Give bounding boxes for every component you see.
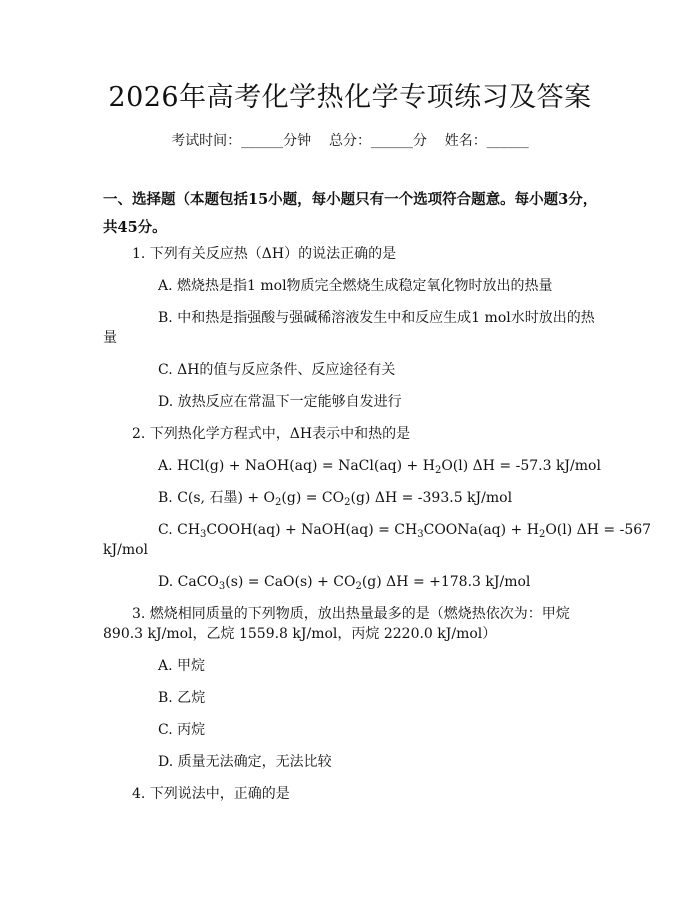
question-2-option-c	[158, 520, 651, 540]
page-title: 2026年高考化学热化学专项练习及答案	[108, 82, 592, 113]
option-text: COOH(aq) + NaOH(aq) = CH	[206, 522, 418, 538]
question-2-option-c-continued: kJ/mol	[103, 542, 148, 558]
question-2-option-a	[158, 456, 601, 476]
option-text: (g) ΔH = +178.3 kJ/mol	[361, 574, 531, 590]
subscript: 2	[275, 497, 282, 508]
question-1-option-b-continued: 量	[103, 330, 117, 346]
subscript: 3	[218, 581, 226, 592]
subscript: 2	[538, 529, 546, 540]
subscript: 3	[417, 529, 424, 540]
option-text: C. CH	[158, 522, 201, 538]
option-text: (s) = CaO(s) + CO	[225, 574, 356, 590]
subscript: 2	[434, 465, 442, 476]
option-text: O(l) ΔH = -567	[545, 522, 652, 538]
question-3-stem: 3. 燃烧相同质量的下列物质，放出热量最多的是（燃烧热依次为：甲烷	[132, 606, 570, 622]
option-text: (g) ΔH = -393.5 kJ/mol	[350, 490, 513, 506]
option-text: D. CaCO	[158, 574, 219, 590]
subscript: 3	[200, 529, 207, 540]
question-1-option-d: D. 放热反应在常温下一定能够自发进行	[158, 394, 402, 410]
question-2-option-b	[158, 488, 512, 508]
question-2-stem: 2. 下列热化学方程式中，ΔH表示中和热的是	[132, 426, 411, 442]
option-text: B. C(s, 石墨) + O	[158, 490, 276, 506]
subscript: 2	[355, 581, 362, 592]
question-1-option-b: B. 中和热是指强酸与强碱稀溶液发生中和反应生成1 mol水时放出的热	[158, 310, 595, 326]
section-heading: 一、选择题（本题包括15小题，每小题只有一个选项符合题意。每小题3分，共45分。	[103, 191, 598, 236]
question-3-stem-continued: 890.3 kJ/mol，乙烷 1559.8 kJ/mol，丙烷 2220.0 kJ/mol）	[103, 626, 497, 642]
question-3-option-b: B. 乙烷	[158, 690, 206, 706]
option-text: COONa(aq) + H	[423, 522, 539, 538]
option-text: (g) = CO	[281, 490, 345, 506]
option-text: A. HCl(g) + NaOH(aq) = NaCl(aq) + H	[158, 458, 435, 474]
question-4-stem: 4. 下列说法中，正确的是	[132, 786, 290, 802]
option-text: O(l) ΔH = -57.3 kJ/mol	[441, 458, 601, 474]
question-1-option-c: C. ΔH的值与反应条件、反应途径有关	[158, 362, 396, 378]
question-1-option-a: A. 燃烧热是指1 mol物质完全燃烧生成稳定氧化物时放出的热量	[158, 278, 553, 294]
question-2-option-d	[158, 572, 530, 592]
question-3-option-c: C. 丙烷	[158, 722, 206, 738]
exam-info-line: 考试时间：______分钟 总分：______分 姓名：______	[171, 133, 529, 149]
question-3-option-d: D. 质量无法确定，无法比较	[158, 754, 332, 770]
question-1-stem: 1. 下列有关反应热（ΔH）的说法正确的是	[132, 246, 397, 262]
subscript: 2	[344, 497, 351, 508]
question-3-option-a: A. 甲烷	[158, 658, 206, 674]
